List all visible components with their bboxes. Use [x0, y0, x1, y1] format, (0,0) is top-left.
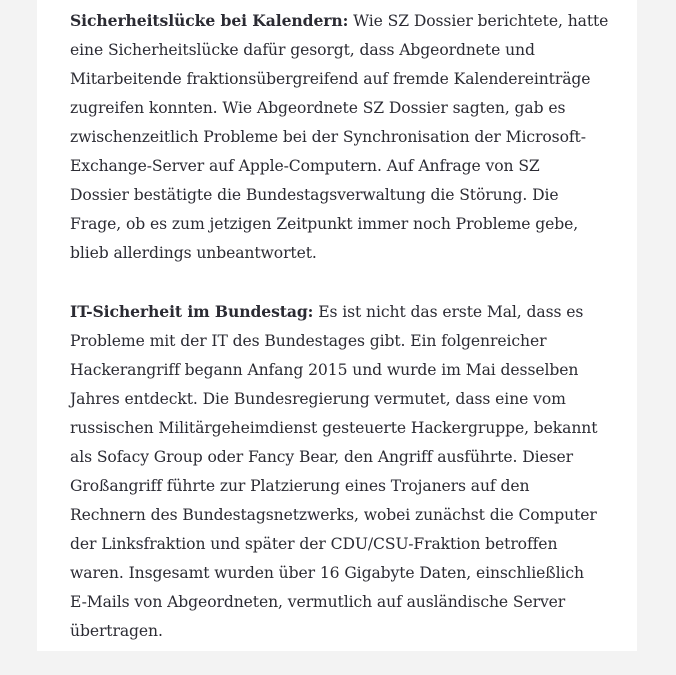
paragraph-line: Exchange-Server auf Apple-Computern. Auf Anfrage von SZ — [70, 157, 540, 175]
paragraph-line: zugreifen konnten. Wie Abgeordnete SZ Dossier sagten, gab es — [70, 99, 566, 117]
paragraph-line: russischen Militärgeheimdienst gesteuerte Hackergruppe, bekannt — [70, 419, 598, 437]
paragraph-line: Frage, ob es zum jetzigen Zeitpunkt immer noch Probleme gebe, — [70, 215, 579, 233]
paragraph-line: eine Sicherheitslücke dafür gesorgt, dass Abgeordnete und — [70, 41, 535, 59]
article-panel — [37, 0, 637, 651]
paragraph-line: Probleme mit der IT des Bundestages gibt. Ein folgenreicher — [70, 332, 547, 350]
paragraph-line: waren. Insgesamt wurden über 16 Gigabyte Daten, einschließlich — [70, 564, 584, 582]
paragraph-line: Rechnern des Bundestagsnetzwerks, wobei zunächst die Computer — [70, 506, 597, 524]
article-body — [70, 6, 630, 675]
paragraph-line: Großangriff führte zur Platzierung eines Trojaners auf den — [70, 477, 530, 495]
paragraph-line: blieb allerdings unbeantwortet. — [70, 244, 317, 262]
paragraph-line: Jahres entdeckt. Die Bundesregierung vermutet, dass eine vom — [70, 390, 566, 408]
article-paragraph — [70, 6, 630, 268]
paragraph-line: Mitarbeitende fraktionsübergreifend auf fremde Kalendereinträge — [70, 70, 591, 88]
paragraph-line: Hackerangriff begann Anfang 2015 und wurde im Mai desselben — [70, 361, 579, 379]
paragraph-line: zwischenzeitlich Probleme bei der Synchronisation der Microsoft- — [70, 128, 586, 146]
paragraph-line: Dossier bestätigte die Bundestagsverwaltung die Störung. Die — [70, 186, 559, 204]
paragraph-text: Wie SZ Dossier berichtete, hatte — [348, 12, 609, 30]
paragraph-line: der Linksfraktion und später der CDU/CSU-Fraktion betroffen — [70, 535, 558, 553]
paragraph-lead-heading: IT-Sicherheit im Bundestag: — [70, 302, 314, 321]
paragraph-line: übertragen. — [70, 622, 163, 640]
paragraph-lead-heading: Sicherheitslücke bei Kalendern: — [70, 11, 349, 30]
paragraph-line: E-Mails von Abgeordneten, vermutlich auf ausländische Server — [70, 593, 566, 611]
paragraph-line — [70, 297, 630, 327]
article-paragraph — [70, 297, 630, 646]
paragraph-line — [70, 6, 630, 36]
paragraph-text: Es ist nicht das erste Mal, dass es — [313, 303, 584, 321]
paragraph-line: als Sofacy Group oder Fancy Bear, den Angriff ausführte. Dieser — [70, 448, 574, 466]
